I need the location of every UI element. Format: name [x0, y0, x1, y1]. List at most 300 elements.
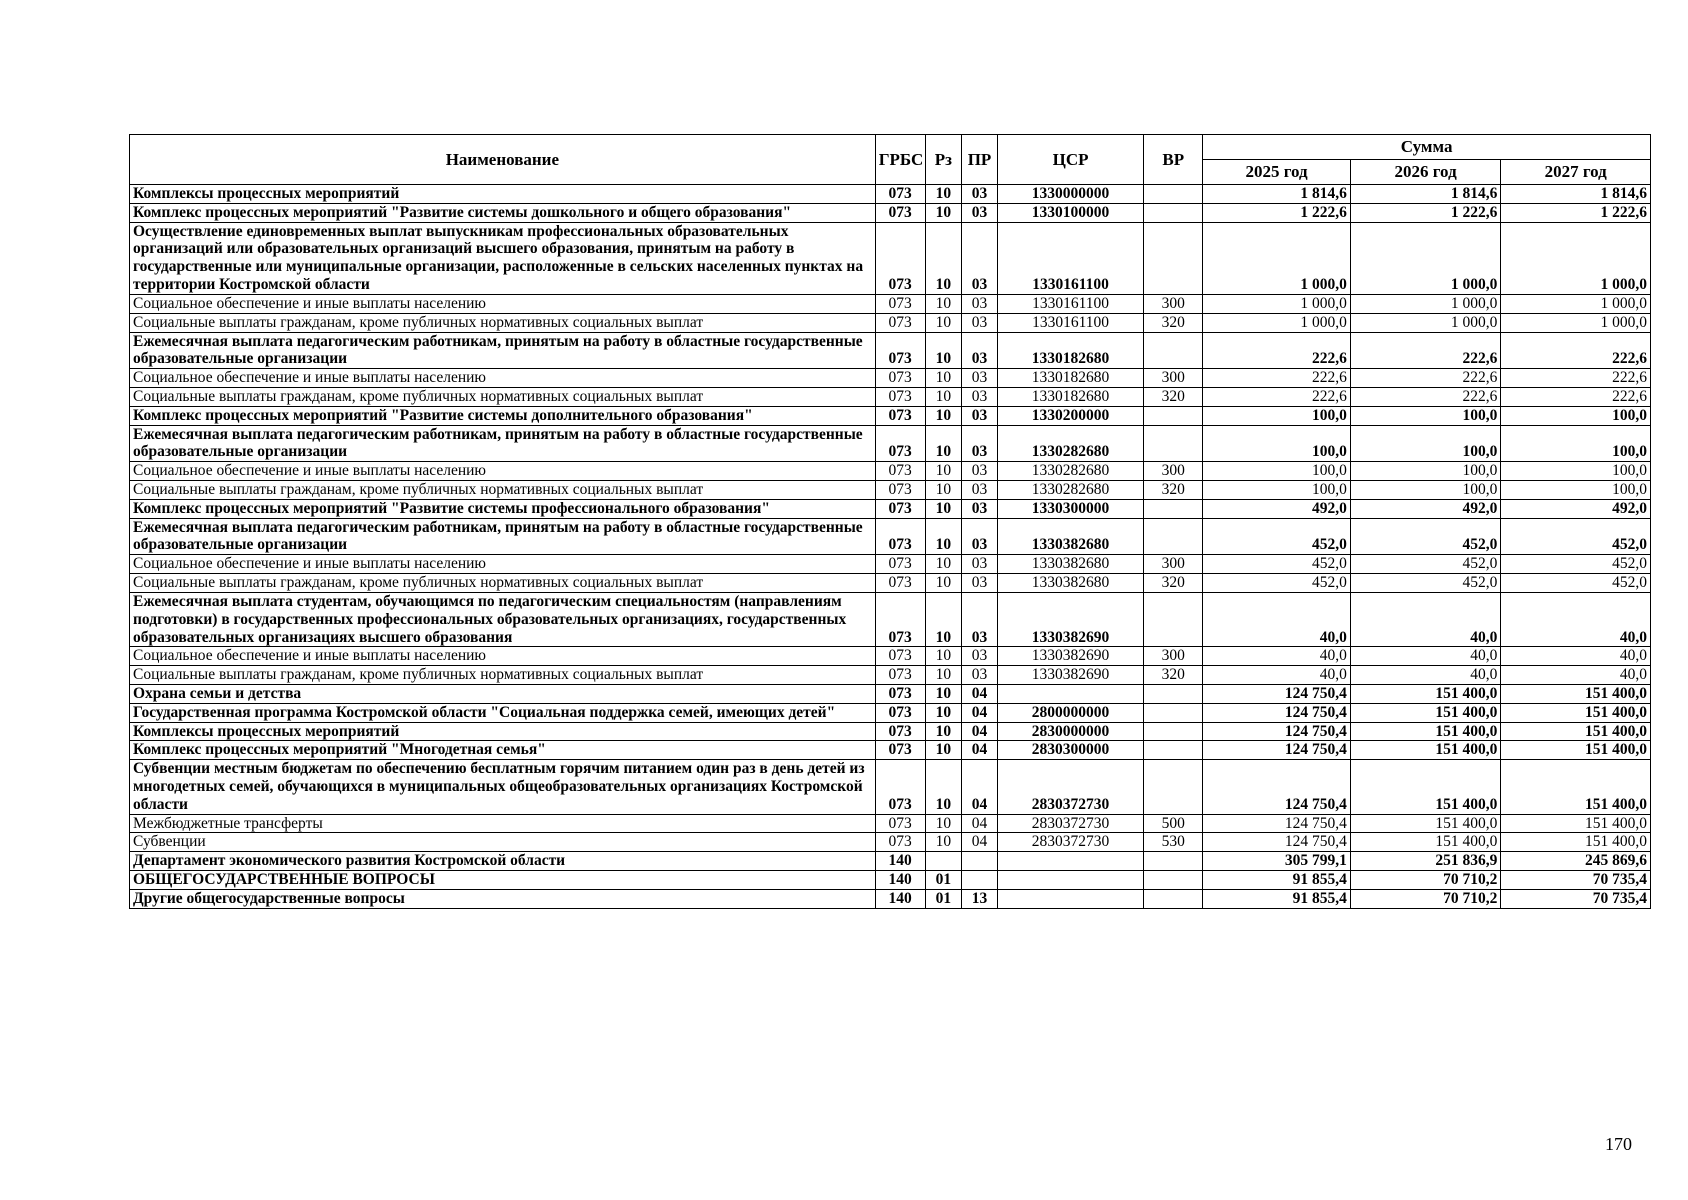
row-name: Другие общегосударственные вопросы [130, 889, 876, 908]
row-sum-2026: 151 400,0 [1350, 703, 1501, 722]
row-name: Осуществление единовременных выплат выпускникам профессиональных образовательных организаций или образовательных организаций высшего образования, принятым на работу в государственные или муниципальные организации, расположенные в сельских населенных пунктах на территории Костромской области [130, 222, 876, 294]
row-vr: 300 [1144, 294, 1203, 313]
row-sum-2026: 1 222,6 [1350, 203, 1501, 222]
row-sum-2025: 452,0 [1203, 574, 1351, 593]
row-sum-2027: 151 400,0 [1501, 760, 1651, 814]
row-grbs: 073 [875, 332, 925, 369]
row-vr [1144, 592, 1203, 646]
row-sum-2026: 452,0 [1350, 555, 1501, 574]
row-sum-2026: 222,6 [1350, 387, 1501, 406]
row-grbs: 073 [875, 294, 925, 313]
row-sum-2026: 100,0 [1350, 462, 1501, 481]
row-grbs: 073 [875, 555, 925, 574]
row-pr: 03 [962, 499, 998, 518]
row-csr: 2830372730 [997, 814, 1144, 833]
row-vr: 320 [1144, 666, 1203, 685]
row-pr: 04 [962, 703, 998, 722]
row-sum-2026: 100,0 [1350, 406, 1501, 425]
row-vr [1144, 222, 1203, 294]
row-pr: 03 [962, 369, 998, 388]
row-pr [962, 871, 998, 890]
row-sum-2027: 40,0 [1501, 666, 1651, 685]
row-pr: 03 [962, 647, 998, 666]
row-sum-2025: 492,0 [1203, 499, 1351, 518]
header-year-2026: 2026 год [1350, 160, 1501, 185]
row-pr: 03 [962, 425, 998, 462]
row-sum-2025: 124 750,4 [1203, 741, 1351, 760]
row-pr: 13 [962, 889, 998, 908]
row-sum-2026: 222,6 [1350, 332, 1501, 369]
row-pr: 03 [962, 222, 998, 294]
row-sum-2025: 40,0 [1203, 592, 1351, 646]
header-vr: ВР [1144, 135, 1203, 185]
row-rz: 10 [925, 481, 962, 500]
row-vr [1144, 741, 1203, 760]
row-sum-2027: 1 222,6 [1501, 203, 1651, 222]
header-row [130, 135, 1651, 160]
row-rz: 10 [925, 425, 962, 462]
row-vr: 500 [1144, 814, 1203, 833]
row-grbs: 073 [875, 369, 925, 388]
row-sum-2025: 305 799,1 [1203, 852, 1351, 871]
row-vr [1144, 760, 1203, 814]
row-sum-2027: 492,0 [1501, 499, 1651, 518]
row-csr: 1330200000 [997, 406, 1144, 425]
row-grbs: 073 [875, 425, 925, 462]
row-csr: 1330382680 [997, 555, 1144, 574]
row-sum-2025: 452,0 [1203, 555, 1351, 574]
row-sum-2025: 1 000,0 [1203, 294, 1351, 313]
row-vr [1144, 722, 1203, 741]
row-grbs: 073 [875, 462, 925, 481]
row-vr [1144, 871, 1203, 890]
row-sum-2025: 124 750,4 [1203, 684, 1351, 703]
row-rz: 10 [925, 814, 962, 833]
row-name: Ежемесячная выплата педагогическим работникам, принятым на работу в областные государственные образовательные организации [130, 518, 876, 555]
row-vr: 300 [1144, 647, 1203, 666]
table-row [130, 722, 1651, 741]
table-row [130, 741, 1651, 760]
row-sum-2026: 1 814,6 [1350, 185, 1501, 204]
row-grbs: 073 [875, 518, 925, 555]
row-grbs: 073 [875, 741, 925, 760]
row-vr [1144, 499, 1203, 518]
row-rz: 10 [925, 406, 962, 425]
row-pr: 03 [962, 462, 998, 481]
row-csr: 1330182680 [997, 369, 1144, 388]
row-pr: 03 [962, 185, 998, 204]
row-sum-2027: 222,6 [1501, 387, 1651, 406]
row-vr [1144, 684, 1203, 703]
row-pr: 04 [962, 814, 998, 833]
row-sum-2027: 40,0 [1501, 592, 1651, 646]
row-sum-2026: 222,6 [1350, 369, 1501, 388]
row-sum-2025: 91 855,4 [1203, 871, 1351, 890]
row-sum-2025: 1 814,6 [1203, 185, 1351, 204]
table-row [130, 332, 1651, 369]
table-row [130, 222, 1651, 294]
row-sum-2027: 151 400,0 [1501, 684, 1651, 703]
row-sum-2027: 1 000,0 [1501, 222, 1651, 294]
row-grbs: 073 [875, 592, 925, 646]
row-grbs: 073 [875, 703, 925, 722]
row-rz: 10 [925, 833, 962, 852]
table-row [130, 852, 1651, 871]
row-name: Социальные выплаты гражданам, кроме публичных нормативных социальных выплат [130, 574, 876, 593]
row-sum-2026: 151 400,0 [1350, 833, 1501, 852]
table-row [130, 760, 1651, 814]
row-grbs: 073 [875, 722, 925, 741]
row-sum-2027: 40,0 [1501, 647, 1651, 666]
row-csr: 1330161100 [997, 294, 1144, 313]
row-csr: 1330161100 [997, 222, 1144, 294]
row-name: Государственная программа Костромской области "Социальная поддержка семей, имеющих детей" [130, 703, 876, 722]
table-row [130, 833, 1651, 852]
row-pr: 03 [962, 666, 998, 685]
row-vr [1144, 889, 1203, 908]
row-rz [925, 852, 962, 871]
row-csr [997, 852, 1144, 871]
row-rz: 10 [925, 222, 962, 294]
row-grbs: 140 [875, 871, 925, 890]
table-row [130, 185, 1651, 204]
row-sum-2025: 124 750,4 [1203, 722, 1351, 741]
row-rz: 10 [925, 462, 962, 481]
row-name: Социальное обеспечение и иные выплаты населению [130, 647, 876, 666]
row-csr [997, 889, 1144, 908]
row-pr: 03 [962, 518, 998, 555]
row-vr: 530 [1144, 833, 1203, 852]
row-sum-2027: 100,0 [1501, 481, 1651, 500]
row-csr: 2830372730 [997, 833, 1144, 852]
row-sum-2026: 251 836,9 [1350, 852, 1501, 871]
row-rz: 01 [925, 889, 962, 908]
row-vr: 300 [1144, 369, 1203, 388]
row-sum-2026: 1 000,0 [1350, 222, 1501, 294]
row-grbs: 073 [875, 760, 925, 814]
row-sum-2026: 151 400,0 [1350, 722, 1501, 741]
row-sum-2025: 1 000,0 [1203, 313, 1351, 332]
row-pr: 04 [962, 741, 998, 760]
row-grbs: 073 [875, 406, 925, 425]
row-sum-2026: 452,0 [1350, 518, 1501, 555]
row-sum-2026: 492,0 [1350, 499, 1501, 518]
row-name: Социальные выплаты гражданам, кроме публичных нормативных социальных выплат [130, 481, 876, 500]
row-grbs: 140 [875, 852, 925, 871]
row-sum-2027: 1 814,6 [1501, 185, 1651, 204]
row-grbs: 073 [875, 203, 925, 222]
row-rz: 10 [925, 722, 962, 741]
row-name: Комплекс процессных мероприятий "Развитие системы профессионального образования" [130, 499, 876, 518]
row-rz: 10 [925, 647, 962, 666]
table-row [130, 555, 1651, 574]
row-sum-2026: 452,0 [1350, 574, 1501, 593]
row-pr: 03 [962, 387, 998, 406]
row-sum-2025: 124 750,4 [1203, 814, 1351, 833]
row-rz: 10 [925, 592, 962, 646]
row-grbs: 073 [875, 647, 925, 666]
row-grbs: 073 [875, 185, 925, 204]
row-csr: 1330100000 [997, 203, 1144, 222]
row-pr: 04 [962, 684, 998, 703]
table-row [130, 889, 1651, 908]
row-sum-2026: 70 710,2 [1350, 871, 1501, 890]
row-name: Социальные выплаты гражданам, кроме публичных нормативных социальных выплат [130, 313, 876, 332]
table-row [130, 592, 1651, 646]
row-sum-2026: 151 400,0 [1350, 684, 1501, 703]
row-grbs: 073 [875, 313, 925, 332]
row-sum-2025: 91 855,4 [1203, 889, 1351, 908]
row-name: Комплекс процессных мероприятий "Развитие системы дошкольного и общего образования" [130, 203, 876, 222]
row-sum-2027: 452,0 [1501, 555, 1651, 574]
row-rz: 10 [925, 518, 962, 555]
row-name: Комплексы процессных мероприятий [130, 722, 876, 741]
row-rz: 10 [925, 294, 962, 313]
row-name: Департамент экономического развития Костромской области [130, 852, 876, 871]
row-sum-2027: 100,0 [1501, 462, 1651, 481]
row-name: Социальные выплаты гражданам, кроме публичных нормативных социальных выплат [130, 387, 876, 406]
row-sum-2026: 151 400,0 [1350, 814, 1501, 833]
row-csr: 1330282680 [997, 425, 1144, 462]
header-csr: ЦСР [997, 135, 1144, 185]
table-row [130, 462, 1651, 481]
row-sum-2026: 151 400,0 [1350, 760, 1501, 814]
row-pr: 03 [962, 406, 998, 425]
row-name: Ежемесячная выплата студентам, обучающимся по педагогическим специальностям (направлениям подготовки) в государственных профессиональных образовательных организациях, государственных образовательных организациях высшего образования [130, 592, 876, 646]
row-sum-2026: 70 710,2 [1350, 889, 1501, 908]
row-sum-2025: 100,0 [1203, 425, 1351, 462]
row-rz: 10 [925, 555, 962, 574]
header-name: Наименование [130, 135, 876, 185]
row-sum-2026: 100,0 [1350, 481, 1501, 500]
row-name: Социальные выплаты гражданам, кроме публичных нормативных социальных выплат [130, 666, 876, 685]
row-rz: 10 [925, 684, 962, 703]
row-sum-2027: 100,0 [1501, 406, 1651, 425]
row-name: Социальное обеспечение и иные выплаты населению [130, 555, 876, 574]
row-csr [997, 684, 1144, 703]
row-grbs: 073 [875, 222, 925, 294]
row-rz: 10 [925, 760, 962, 814]
row-sum-2026: 100,0 [1350, 425, 1501, 462]
row-grbs: 073 [875, 574, 925, 593]
row-grbs: 073 [875, 833, 925, 852]
row-csr: 2830300000 [997, 741, 1144, 760]
header-rz: Рз [925, 135, 962, 185]
row-sum-2027: 151 400,0 [1501, 703, 1651, 722]
table-row [130, 574, 1651, 593]
row-csr: 1330182680 [997, 332, 1144, 369]
row-sum-2027: 222,6 [1501, 369, 1651, 388]
row-vr: 320 [1144, 387, 1203, 406]
row-rz: 01 [925, 871, 962, 890]
row-sum-2025: 222,6 [1203, 332, 1351, 369]
row-pr: 03 [962, 294, 998, 313]
row-vr [1144, 332, 1203, 369]
row-csr: 1330382690 [997, 647, 1144, 666]
row-name: Ежемесячная выплата педагогическим работникам, принятым на работу в областные государственные образовательные организации [130, 332, 876, 369]
table-row [130, 871, 1651, 890]
row-sum-2025: 1 000,0 [1203, 222, 1351, 294]
row-grbs: 073 [875, 481, 925, 500]
row-sum-2027: 245 869,6 [1501, 852, 1651, 871]
row-csr: 1330382680 [997, 518, 1144, 555]
row-rz: 10 [925, 313, 962, 332]
row-sum-2027: 151 400,0 [1501, 814, 1651, 833]
row-sum-2026: 1 000,0 [1350, 294, 1501, 313]
row-csr: 2830372730 [997, 760, 1144, 814]
row-sum-2025: 100,0 [1203, 462, 1351, 481]
table-row [130, 666, 1651, 685]
row-csr: 1330382680 [997, 574, 1144, 593]
row-vr [1144, 185, 1203, 204]
row-grbs: 073 [875, 684, 925, 703]
row-sum-2025: 100,0 [1203, 481, 1351, 500]
row-vr: 320 [1144, 481, 1203, 500]
table-row [130, 481, 1651, 500]
table-row [130, 369, 1651, 388]
row-name: Социальное обеспечение и иные выплаты населению [130, 294, 876, 313]
row-pr: 03 [962, 574, 998, 593]
row-pr: 04 [962, 833, 998, 852]
row-vr: 300 [1144, 462, 1203, 481]
row-rz: 10 [925, 203, 962, 222]
row-vr [1144, 406, 1203, 425]
row-sum-2025: 40,0 [1203, 666, 1351, 685]
row-grbs: 073 [875, 666, 925, 685]
row-grbs: 073 [875, 387, 925, 406]
table-row [130, 703, 1651, 722]
row-csr: 1330182680 [997, 387, 1144, 406]
row-name: Субвенции [130, 833, 876, 852]
budget-table [129, 134, 1651, 909]
row-rz: 10 [925, 369, 962, 388]
row-pr: 03 [962, 592, 998, 646]
header-pr: ПР [962, 135, 998, 185]
row-sum-2027: 70 735,4 [1501, 871, 1651, 890]
row-sum-2025: 100,0 [1203, 406, 1351, 425]
table-row [130, 684, 1651, 703]
row-rz: 10 [925, 499, 962, 518]
row-name: ОБЩЕГОСУДАРСТВЕННЫЕ ВОПРОСЫ [130, 871, 876, 890]
row-sum-2026: 40,0 [1350, 592, 1501, 646]
row-sum-2027: 70 735,4 [1501, 889, 1651, 908]
row-csr: 2800000000 [997, 703, 1144, 722]
row-name: Комплекс процессных мероприятий "Развитие системы дополнительного образования" [130, 406, 876, 425]
row-grbs: 073 [875, 499, 925, 518]
row-rz: 10 [925, 387, 962, 406]
row-name: Ежемесячная выплата педагогическим работникам, принятым на работу в областные государственные образовательные организации [130, 425, 876, 462]
row-name: Комплексы процессных мероприятий [130, 185, 876, 204]
row-pr [962, 852, 998, 871]
table-row [130, 294, 1651, 313]
page-number: 170 [1605, 1134, 1632, 1154]
table-body [130, 185, 1651, 909]
row-name: Охрана семьи и детства [130, 684, 876, 703]
row-grbs: 073 [875, 814, 925, 833]
row-vr [1144, 518, 1203, 555]
row-csr: 1330282680 [997, 481, 1144, 500]
row-rz: 10 [925, 666, 962, 685]
row-sum-2027: 452,0 [1501, 574, 1651, 593]
row-name: Социальное обеспечение и иные выплаты населению [130, 369, 876, 388]
table-row [130, 313, 1651, 332]
row-pr: 04 [962, 760, 998, 814]
header-sum: Сумма [1203, 135, 1651, 160]
row-pr: 03 [962, 203, 998, 222]
row-pr: 03 [962, 555, 998, 574]
row-vr [1144, 203, 1203, 222]
row-vr: 320 [1144, 313, 1203, 332]
row-sum-2027: 151 400,0 [1501, 741, 1651, 760]
row-name: Социальное обеспечение и иные выплаты населению [130, 462, 876, 481]
row-grbs: 140 [875, 889, 925, 908]
row-csr: 1330161100 [997, 313, 1144, 332]
row-name: Субвенции местным бюджетам по обеспечению бесплатным горячим питанием один раз в день детей из многодетных семей, обучающихся в муниципальных общеобразовательных организациях Костромской области [130, 760, 876, 814]
row-csr: 1330300000 [997, 499, 1144, 518]
header-grbs: ГРБС [875, 135, 925, 185]
row-sum-2025: 124 750,4 [1203, 760, 1351, 814]
header-year-2027: 2027 год [1501, 160, 1651, 185]
row-rz: 10 [925, 185, 962, 204]
table-row [130, 425, 1651, 462]
row-pr: 03 [962, 481, 998, 500]
table-row [130, 814, 1651, 833]
row-csr: 1330000000 [997, 185, 1144, 204]
row-sum-2025: 1 222,6 [1203, 203, 1351, 222]
row-pr: 03 [962, 313, 998, 332]
row-rz: 10 [925, 741, 962, 760]
row-pr: 03 [962, 332, 998, 369]
table-row [130, 406, 1651, 425]
row-sum-2025: 124 750,4 [1203, 703, 1351, 722]
table-row [130, 647, 1651, 666]
row-sum-2027: 452,0 [1501, 518, 1651, 555]
row-sum-2027: 151 400,0 [1501, 722, 1651, 741]
row-vr: 300 [1144, 555, 1203, 574]
row-vr: 320 [1144, 574, 1203, 593]
row-sum-2026: 1 000,0 [1350, 313, 1501, 332]
row-name: Межбюджетные трансферты [130, 814, 876, 833]
table-row [130, 203, 1651, 222]
row-sum-2025: 40,0 [1203, 647, 1351, 666]
row-sum-2026: 151 400,0 [1350, 741, 1501, 760]
row-name: Комплекс процессных мероприятий "Многодетная семья" [130, 741, 876, 760]
row-vr [1144, 703, 1203, 722]
row-rz: 10 [925, 332, 962, 369]
row-sum-2027: 1 000,0 [1501, 313, 1651, 332]
row-sum-2026: 40,0 [1350, 666, 1501, 685]
row-csr: 1330282680 [997, 462, 1144, 481]
row-sum-2027: 100,0 [1501, 425, 1651, 462]
row-csr: 1330382690 [997, 592, 1144, 646]
row-sum-2025: 124 750,4 [1203, 833, 1351, 852]
row-sum-2027: 222,6 [1501, 332, 1651, 369]
row-sum-2027: 151 400,0 [1501, 833, 1651, 852]
row-pr: 04 [962, 722, 998, 741]
row-vr [1144, 852, 1203, 871]
row-csr: 2830000000 [997, 722, 1144, 741]
row-sum-2025: 452,0 [1203, 518, 1351, 555]
row-rz: 10 [925, 574, 962, 593]
row-sum-2026: 40,0 [1350, 647, 1501, 666]
header-year-2025: 2025 год [1203, 160, 1351, 185]
table-row [130, 518, 1651, 555]
table-row [130, 499, 1651, 518]
row-vr [1144, 425, 1203, 462]
row-csr [997, 871, 1144, 890]
row-sum-2027: 1 000,0 [1501, 294, 1651, 313]
row-rz: 10 [925, 703, 962, 722]
